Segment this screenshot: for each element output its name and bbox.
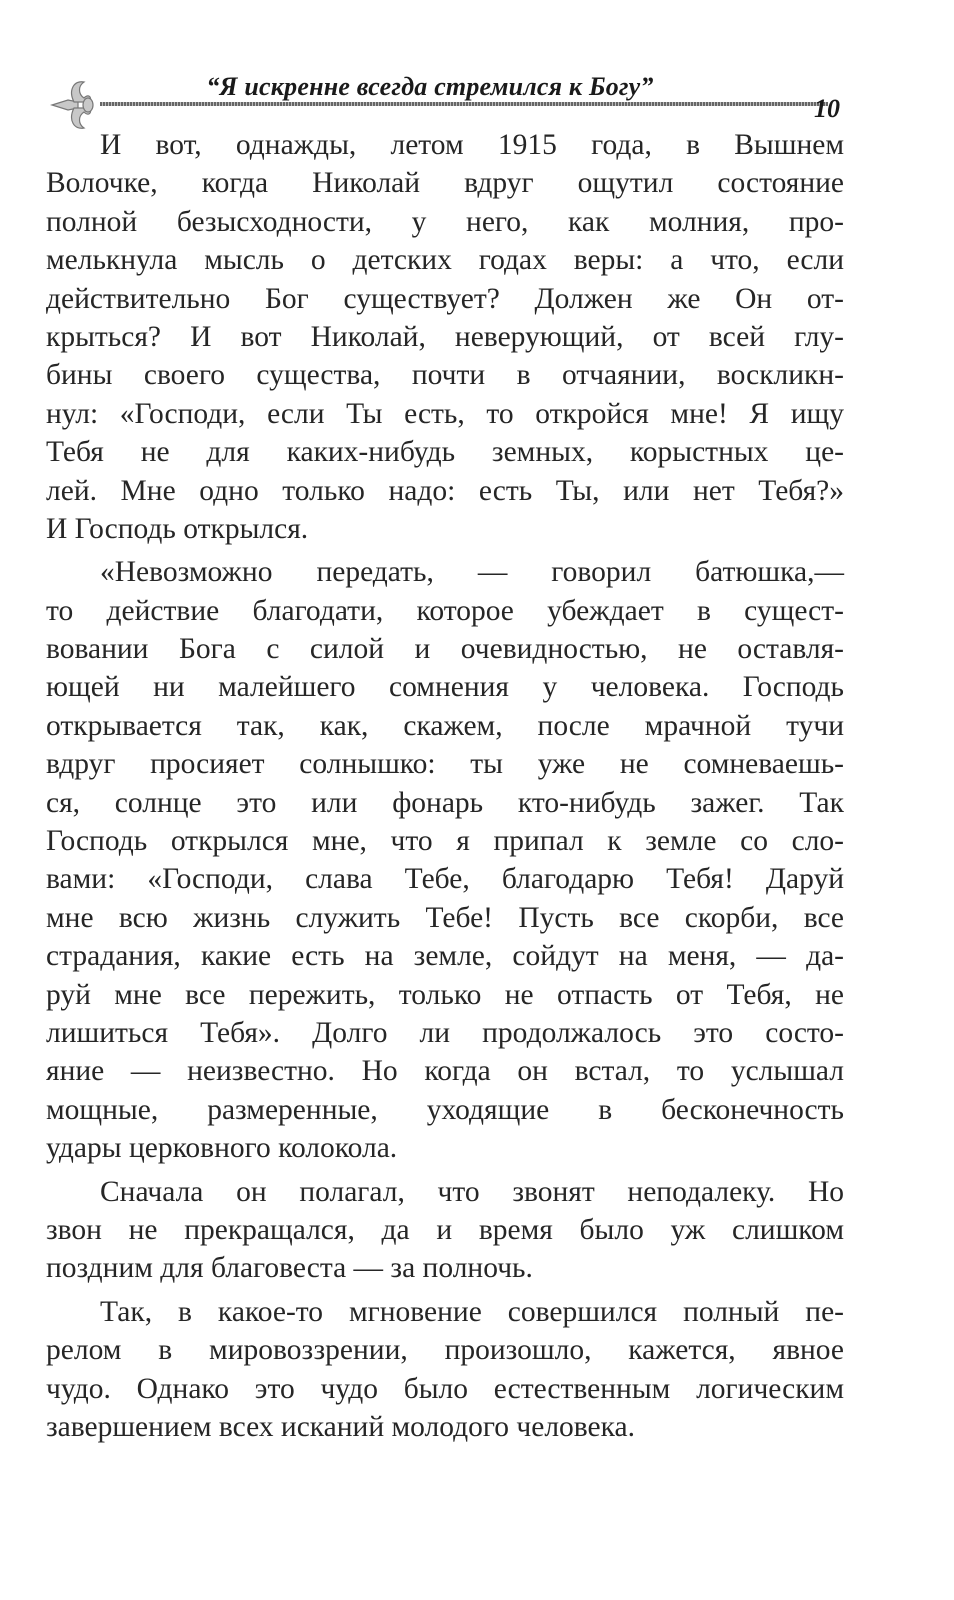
text-line: И Господь открылся. (46, 512, 309, 545)
text-line: вдруг просияет солнышко: ты уже не сомневаешь- (46, 748, 844, 781)
text-line: руй мне все пережить, только не отпасть от Тебя, не (46, 978, 844, 1011)
text-line: вами: «Господи, слава Тебе, благодарю Тебя! Даруй (46, 863, 844, 896)
text-line: Господь открылся мне, что я припал к земле со сло- (46, 825, 844, 858)
text-line: лей. Мне одно только надо: есть Ты, или нет Тебя?» (46, 474, 844, 507)
body-text (46, 126, 844, 1446)
text-line: страдания, какие есть на земле, сойдут на меня, — да- (46, 940, 844, 973)
text-line: чудо. Однако это чудо было естественным логическим (46, 1372, 844, 1405)
page-number: 10 (814, 94, 840, 123)
text-line: Волочке, когда Николай вдруг ощутил состояние (46, 167, 844, 200)
paragraph (46, 1293, 844, 1447)
running-title: “Я искренне всегда стремился к Богу” (206, 72, 654, 101)
text-line: мне всю жизнь служить Тебе! Пусть все скорби, все (46, 901, 844, 934)
text-line: лишиться Тебя». Долго ли продолжалось это состо- (46, 1016, 844, 1049)
text-line: Тебя не для каких-нибудь земных, корыстных це- (46, 436, 844, 469)
text-line: «Невозможно передать, — говорил батюшка,— (100, 556, 844, 589)
text-line: звон не прекращался, да и время было уж слишком (46, 1213, 844, 1246)
header-rule (100, 102, 828, 106)
text-line: релом в мировоззрении, произошло, кажется, явное (46, 1334, 844, 1367)
text-line: бины своего существа, почти в отчаянии, воскликн- (46, 359, 844, 392)
text-line: нул: «Господи, если Ты есть, то откройся мне! Я ищу (46, 397, 844, 430)
text-line: ющей ни малейшего сомнения у человека. Господь (46, 671, 844, 704)
text-line: И вот, однажды, летом 1915 года, в Вышнем (100, 129, 844, 161)
text-line: то действие благодати, которое убеждает в сущест- (46, 594, 844, 627)
text-line: удары церковного колокола. (46, 1132, 398, 1165)
paragraph (46, 126, 844, 548)
text-line: мелькнула мысль о детских годах веры: а что, если (46, 244, 844, 277)
text-line: действительно Бог существует? Должен же Он от- (46, 282, 844, 315)
text-line: вовании Бога с силой и очевидностью, не оставля- (46, 633, 844, 666)
text-line: завершением всех исканий молодого человека. (46, 1410, 636, 1443)
text-line: поздним для благовеста — за полночь. (46, 1252, 533, 1285)
text-line: мощные, размеренные, уходящие в бесконечность (46, 1093, 844, 1126)
text-line: полной безысходности, у него, как молния, про- (46, 205, 844, 238)
paragraph (46, 1173, 844, 1288)
text-line: Так, в какое-то мгновение совершился полный пе- (100, 1295, 844, 1328)
paragraph (46, 553, 844, 1167)
text-line: ся, солнце это или фонарь кто-нибудь зажег. Так (46, 786, 844, 819)
text-line: открывается так, как, скажем, после мрачной тучи (46, 709, 844, 742)
text-line: крыться? И вот Николай, неверующий, от всей глу- (46, 320, 844, 353)
text-line: Сначала он полагал, что звонят неподалеку. Но (100, 1175, 844, 1208)
text-line: яние — неизвестно. Но когда он встал, то услышал (46, 1055, 844, 1088)
